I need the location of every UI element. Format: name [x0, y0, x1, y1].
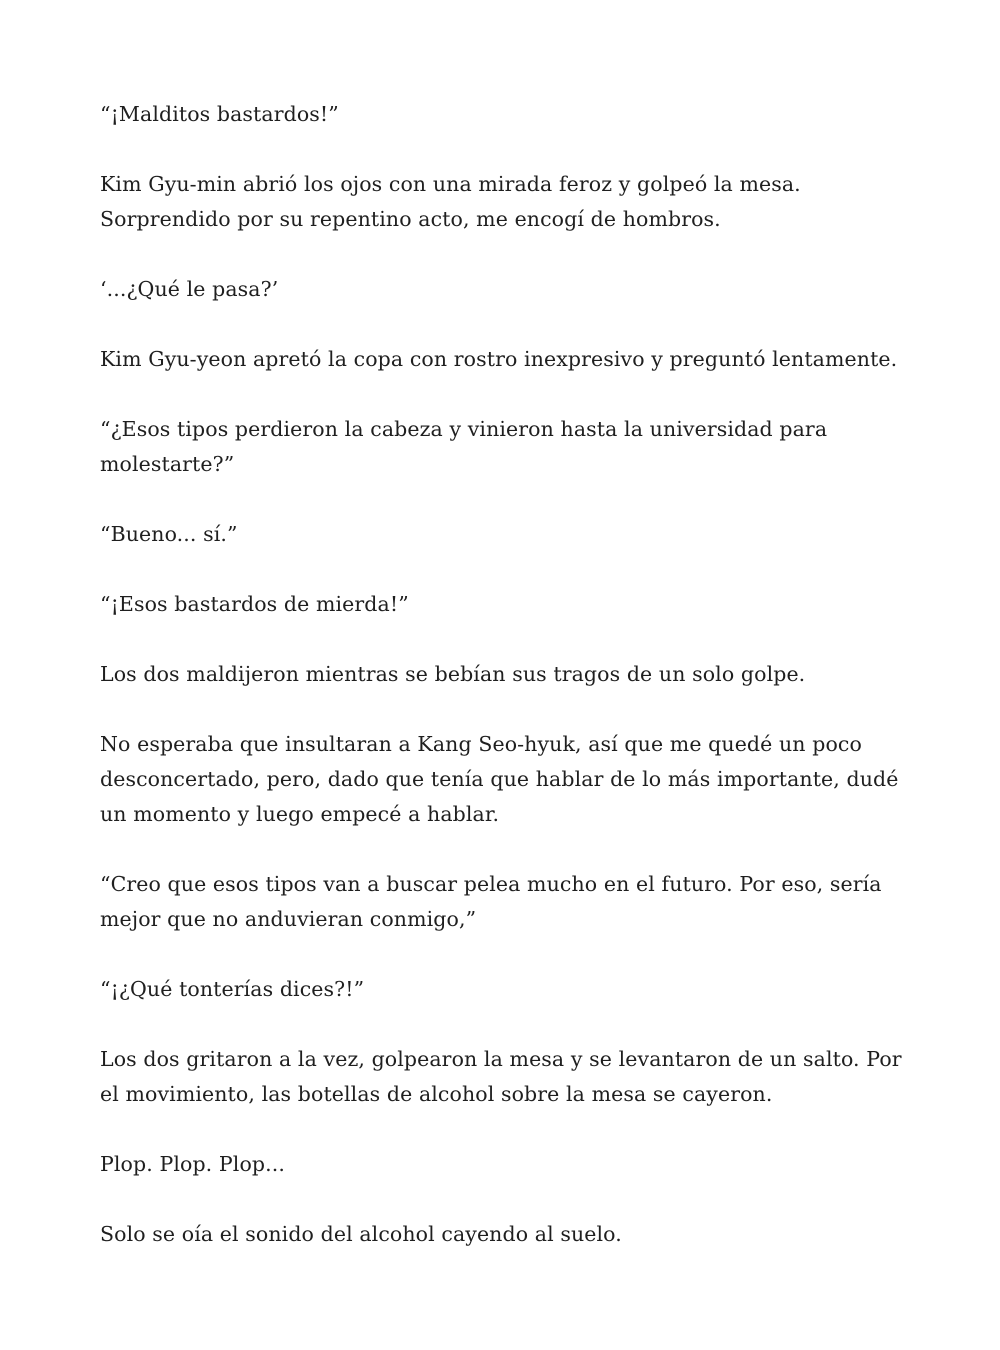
paragraph-11: “¡¿Qué tonterías dices?!”	[100, 977, 365, 1001]
paragraph-10: “Creo que esos tipos van a buscar pelea mucho en el futuro. Por eso, sería mejor que no anduvieran conmigo,”	[100, 872, 882, 931]
paragraph-4: Kim Gyu-yeon apretó la copa con rostro inexpresivo y preguntó lentamente.	[100, 347, 898, 371]
paragraph-3: ‘...¿Qué le pasa?’	[100, 277, 279, 301]
paragraph-5: “¿Esos tipos perdieron la cabeza y vinieron hasta la universidad para molestarte?”	[100, 417, 828, 476]
paragraph-14: Solo se oía el sonido del alcohol cayendo al suelo.	[100, 1222, 622, 1246]
paragraph-6: “Bueno... sí.”	[100, 522, 238, 546]
paragraph-8: Los dos maldijeron mientras se bebían sus tragos de un solo golpe.	[100, 662, 806, 686]
paragraph-7: “¡Esos bastardos de mierda!”	[100, 592, 409, 616]
paragraph-2: Kim Gyu-min abrió los ojos con una mirada feroz y golpeó la mesa. Sorprendido por su repentino acto, me encogí de hombros.	[100, 172, 801, 231]
paragraph-1: “¡Malditos bastardos!”	[100, 102, 339, 126]
document-body	[100, 97, 905, 1287]
paragraph-13: Plop. Plop. Plop...	[100, 1152, 285, 1176]
paragraph-12: Los dos gritaron a la vez, golpearon la mesa y se levantaron de un salto. Por el movimiento, las botellas de alcohol sobre la mesa se cayeron.	[100, 1047, 902, 1106]
paragraph-9: No esperaba que insultaran a Kang Seo-hyuk, así que me quedé un poco desconcertado, pero, dado que tenía que hablar de lo más importante, dudé un momento y luego empecé a hablar.	[100, 732, 899, 826]
